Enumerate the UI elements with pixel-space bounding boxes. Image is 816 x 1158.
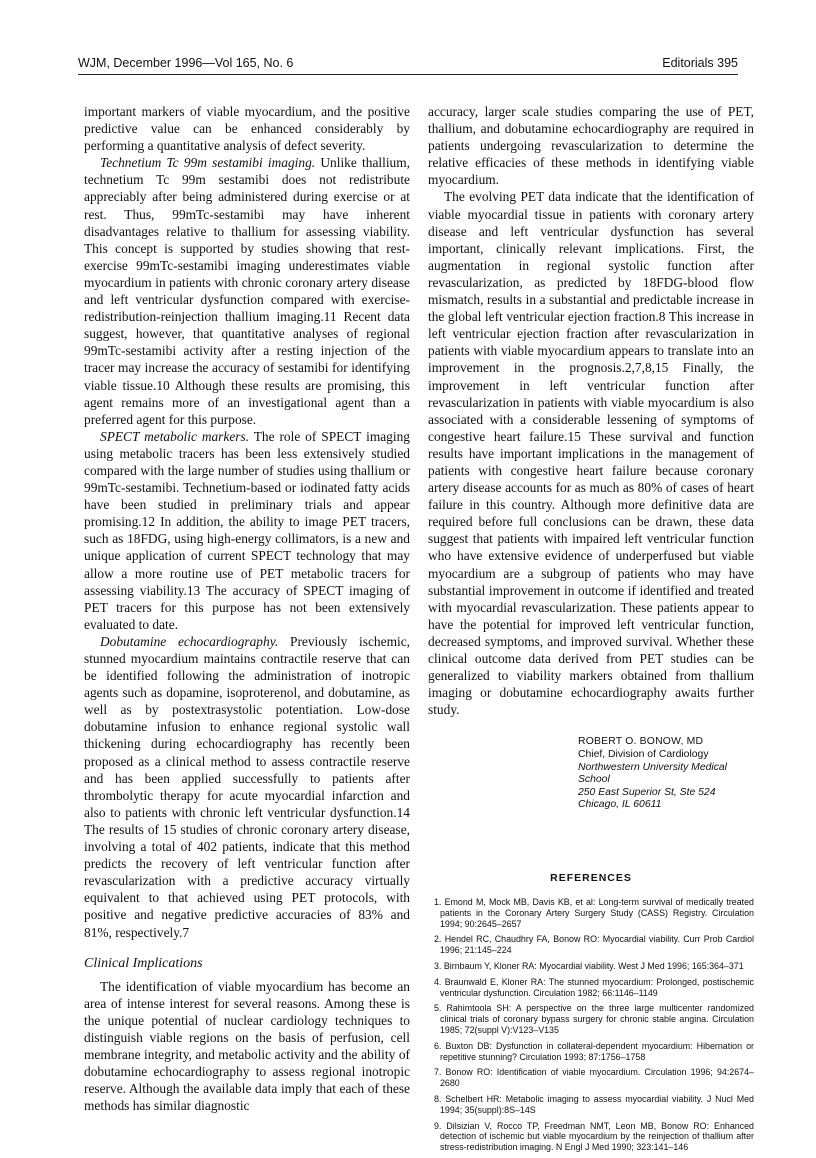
reference-item: 1. Emond M, Mock MB, Davis KB, et al: Long-term survival of medically treated patients in the Coronary Artery Surgery Study (CASS) Registry. Circulation 1994; 90:2645–2657 xyxy=(434,897,754,929)
reference-item: 9. Dilsizian V, Rocco TP, Freedman NMT, Leon MB, Bonow RO: Enhanced detection of ischemic but viable myocardium by the reinjection of thallium after stress-redistribution imaging. N Engl J Med 1990; 323:141–146 xyxy=(434,1120,754,1153)
author-address-line: Chicago, IL 60611 xyxy=(578,799,662,811)
paragraph: The identification of viable myocardium has become an area of intense interest for several reasons. Among these is the unique potential of nuclear cardiology techniques to distinguish viable regions on the basis of perfusion, cell membrane integrity, and metabolic activity and the ability of dobutamine echocardiography to assess regional inotropic reserve. Although the available data imply that each of these methods has similar diagnostic xyxy=(84,978,410,1114)
paragraph: accuracy, larger scale studies comparing the use of PET, thallium, and dobutamine echocardiography are required in patients undergoing revascularization to determine the relative efficacies of these methods in identifying viable myocardium. xyxy=(428,104,754,188)
reference-item: 7. Bonow RO: Identification of viable myocardium. Circulation 1996; 94:2674–2680 xyxy=(434,1067,754,1089)
subsection-heading: Dobutamine echocardiography. xyxy=(100,633,279,649)
paragraph xyxy=(84,428,410,633)
reference-item: 5. Rahimtoola SH: A perspective on the three large multicenter randomized clinical trials of coronary bypass surgery for chronic stable angina. Circulation 1985; 72(suppl V):V123–V135 xyxy=(434,1003,754,1035)
paragraph-body: Previously ischemic, stunned myocardium maintains contractile reserve that can be identified following the administration of inotropic agents such as dopamine, isoproterenol, and dobutamine, as well as by postextrasystolic potentiation. Low-dose dobutamine infusion to enhance regional systolic wall thickening during echocardiography has recently been proposed as a clinical method to assess contractile reserve and has been applied successfully to patients after thrombolytic therapy for acute myocardial infarction and also to patients with chronic left ventricular dysfunction.14 The results of 15 studies of chronic coronary artery disease, involving a total of 402 patients, indicate that this method predicts the recovery of left ventricular function after revascularization with a predictive accuracy virtually equivalent to that achieved using PET protocols, with positive and negative predictive accuracies of 83% and 81%, respectively.7 xyxy=(84,633,410,940)
section-page-label: Editorials 395 xyxy=(662,56,738,70)
reference-item: 2. Hendel RC, Chaudhry FA, Bonow RO: Myocardial viability. Curr Prob Cardiol 1996; 21:145–224 xyxy=(434,934,754,956)
author-title: Chief, Division of Cardiology xyxy=(578,748,709,760)
header-rule xyxy=(78,74,738,75)
left-column xyxy=(84,103,410,1114)
paragraph xyxy=(84,154,410,428)
journal-citation: WJM, December 1996—Vol 165, No. 6 xyxy=(78,56,294,70)
references-heading: REFERENCES xyxy=(550,871,632,884)
reference-item: 6. Buxton DB: Dysfunction in collateral-dependent myocardium: Hibernation or repetitive stunning? Circulation 1993; 87:1756–1758 xyxy=(434,1040,754,1062)
subsection-heading: SPECT metabolic markers. xyxy=(100,428,250,444)
subsection-heading: Technetium Tc 99m sestamibi imaging. xyxy=(100,155,316,171)
paragraph-body: Unlike thallium, technetium Tc 99m sestamibi does not redistribute appreciably after being administered during exercise or at rest. Thus, 99mTc-sestamibi may have inherent disadvantages relative to thallium for assessing viability. This concept is supported by studies showing that rest-exercise 99mTc-sestamibi imaging underestimates viable myocardium in patients with chronic coronary artery disease and left ventricular dysfunction compared with exercise-redistribution-reinjection thallium imaging.11 Recent data suggest, however, that quantitative analyses of regional 99mTc-sestamibi activity after a resting injection of the tracer may increase the accuracy of sestamibi for identifying viable tissue.10 Although these results are promising, this agent remains more of an investigational agent than a preferred agent for this purpose. xyxy=(84,155,411,427)
right-column xyxy=(428,103,754,1158)
page-header xyxy=(78,52,738,76)
author-signature xyxy=(428,736,754,812)
paragraph-body: The role of SPECT imaging using metabolic tracers has been less extensively studied compared with the large number of studies using thallium or 99mTc-sestamibi. Technetium-based or iodinated fatty acids have been studied in preliminary trials and appear promising.12 In addition, the ability to image PET tracers, such as 18FDG, using high-energy collimators, is a new and unique application of current SPECT technology that may allow a more routine use of PET metabolic tracers for assessing viability.13 The accuracy of SPECT imaging of PET tracers for this purpose has not been extensively evaluated to date. xyxy=(84,428,410,632)
paragraph: The evolving PET data indicate that the identification of viable myocardial tissue in patients with coronary artery disease and left ventricular dysfunction has several important, clinically relevant implications. First, the augmentation in regional systolic function after revascularization, as predicted by 18FDG-blood flow mismatch, results in a substantial and predictable increase in the global left ventricular ejection fraction.8 This increase in left ventricular ejection fraction after revascularization in patients with viable myocardium appears to translate into an improvement in the prognosis.2,7,8,15 Finally, the improvement in left ventricular function after revascularization in patients with viable myocardium is also associated with a considerable lessening of symptoms of congestive heart failure.15 These survival and function results have important implications in the management of patients with congestive heart failure because coronary artery disease accounts for as much as 80% of cases of heart failure in this country. Although more definitive data are required before full conclusions can be drawn, these data suggest that patients with impaired left ventricular function who have extensive evidence of underperfused but viable myocardium are a subgroup of patients who may have substantial improvement in outcome if identified and treated with myocardial revascularization. These patients appear to have the potential for improved left ventricular function, decreased symptoms, and improved survival. Whether these clinical outcome data derived from PET studies can be generalized to viability markers obtained from thallium imaging or dobutamine echocardiography awaits further study. xyxy=(428,189,754,718)
section-heading: Clinical Implications xyxy=(84,955,203,971)
reference-item: 3. Birnbaum Y, Kloner RA: Myocardial viability. West J Med 1996; 165:364–371 xyxy=(434,961,744,972)
reference-item: 4. Braunwald E, Kloner RA: The stunned myocardium: Prolonged, postischemic ventricular dysfunction. Circulation 1982; 66:1146–1149 xyxy=(434,976,754,998)
paragraph xyxy=(84,633,410,941)
references-list xyxy=(428,897,754,1153)
reference-item: 8. Schelbert HR: Metabolic imaging to assess myocardial viability. J Nucl Med 1994; 35(suppl):8S–14S xyxy=(434,1093,754,1115)
author-address-line: 250 East Superior St, Ste 524 xyxy=(578,786,716,798)
paragraph: important markers of viable myocardium, and the positive predictive value can be enhanced considerably by performing a quantitative analysis of defect severity. xyxy=(84,104,410,154)
author-institution: Northwestern University Medical School xyxy=(578,761,727,786)
author-name: ROBERT O. BONOW, MD xyxy=(578,736,704,748)
